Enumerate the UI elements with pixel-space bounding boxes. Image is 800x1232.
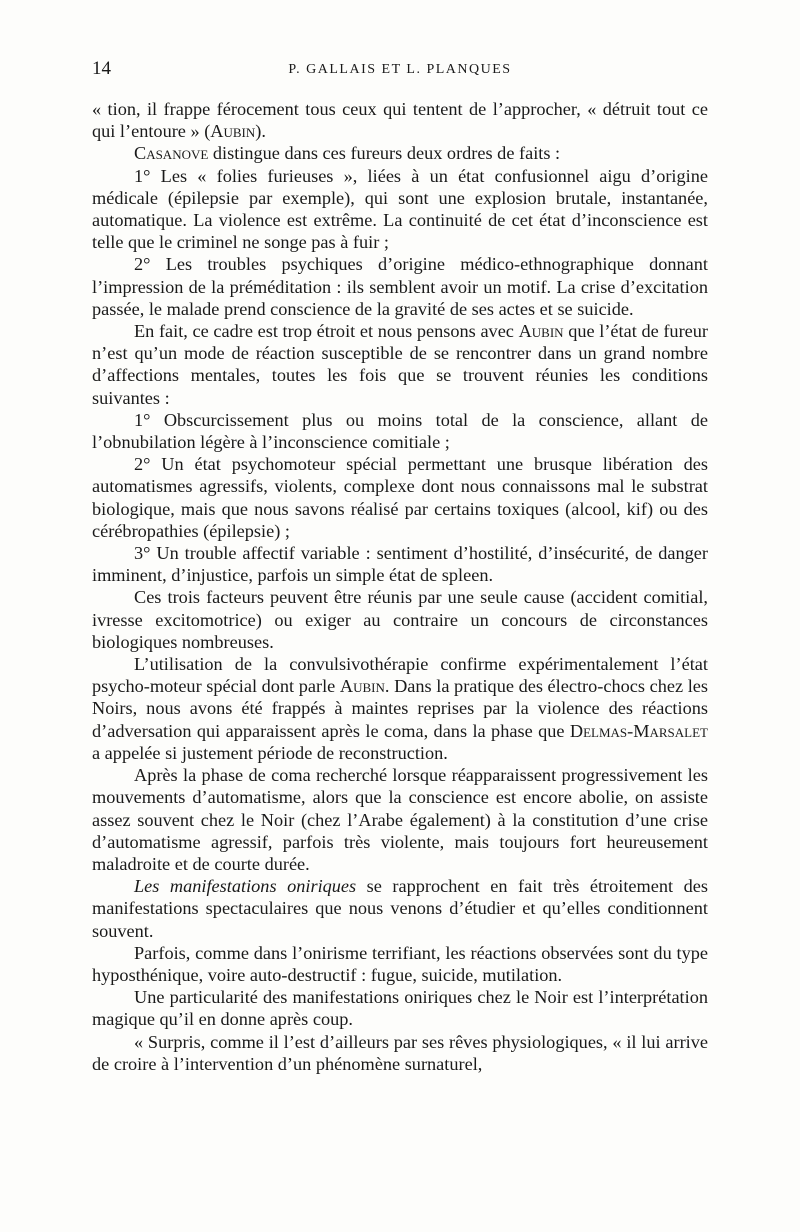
author-citation: Delmas-Marsalet bbox=[569, 720, 708, 741]
page-number: 14 bbox=[92, 58, 111, 79]
paragraph-list-item-2: 2° Les troubles psychiques d’origine médico-ethnographique donnant l’impression de la préméditation : ils semblent avoir un motif. La crise d’excitation passée, le malade prend conscience de la gravité de ses actes et se suicide. bbox=[92, 254, 708, 319]
paragraph-condition-2: 2° Un état psychomoteur spécial permettant une brusque libération des automatismes agressifs, violents, complexe dont nous connaissons mal le substrat biologique, mais que nous savons réalisé par certains toxiques (alcool, kif) ou des cérébropathies (épilepsie) ; bbox=[92, 454, 708, 541]
author-citation: Casanove bbox=[134, 143, 209, 164]
author-citation: Aubin bbox=[210, 121, 256, 142]
paragraph-list-item-1: 1° Les « folies furieuses », liées à un état confusionnel aigu d’origine médicale (épilepsie par exemple), qui sont une explosion brutale, instantanée, automatique. La violence est extrême. La continuité de cet état d’inconscience est telle que le criminel ne songe pas à fuir ; bbox=[92, 165, 708, 253]
paragraph-surpris: « Surpris, comme il l’est d’ailleurs par ses rêves physiologiques, « il lui arrive de croire à l’intervention d’un phénomène surnaturel, bbox=[92, 1031, 708, 1074]
paragraph-condition-3: 3° Un trouble affectif variable : sentiment d’hostilité, d’insécurité, de danger imminent, d’injustice, parfois un simple état de spleen. bbox=[92, 543, 708, 586]
paragraph-en-fait: En fait, ce cadre est trop étroit et nous pensons avec Aubin que l’état de fureur n’est qu’un mode de réaction susceptible de se rencontrer dans un grand nombre d’affections mentales, toutes les fois que se trouvent réunies les conditions suivantes : bbox=[92, 321, 708, 408]
body-text bbox=[92, 98, 708, 1075]
paragraph-particularite: Une particularité des manifestations oniriques chez le Noir est l’interprétation magique qu’il en donne après coup. bbox=[92, 987, 708, 1030]
paragraph-facteurs: Ces trois facteurs peuvent être réunis par une seule cause (accident comitial, ivresse excitomotrice) ou exiger au contraire un concours de circonstances biologiques nombreuses. bbox=[92, 587, 708, 652]
paragraph-quote-end: « tion, il frappe férocement tous ceux qui tentent de l’approcher, « détruit tout ce qui l’entoure » (Aubin). bbox=[92, 99, 708, 142]
paragraph-oniriques: Les manifestations oniriques se rapprochent en fait très étroitement des manifestations spectaculaires que nous venons d’étudier et qu’elles conditionnent souvent. bbox=[92, 876, 708, 941]
paragraph-coma: Après la phase de coma recherché lorsque réapparaissent progressivement les mouvements d’automatisme, alors que la conscience est encore abolie, on assiste assez souvent chez le Noir (chez l’Arabe également) à la constitution d’une crise d’automatisme agressif, parfois très violente, mais toujours fort heureusement maladroite et de courte durée. bbox=[92, 765, 708, 874]
running-head: P. GALLAIS ET L. PLANQUES bbox=[288, 62, 512, 77]
paragraph-condition-1: 1° Obscurcissement plus ou moins total de la conscience, allant de l’obnubilation légère à l’inconscience comitiale ; bbox=[92, 409, 708, 453]
author-citation: Aubin bbox=[518, 321, 564, 342]
paragraph-casanove: Casanove distingue dans ces fureurs deux ordres de faits : bbox=[134, 143, 561, 164]
paragraph-onirisme: Parfois, comme dans l’onirisme terrifiant, les réactions observées sont du type hyposthénique, voire auto-destructif : fugue, suicide, mutilation. bbox=[92, 942, 708, 985]
paragraph-convulsivotherapie: L’utilisation de la convulsivothérapie confirme expérimentalement l’état psycho-moteur spécial dont parle Aubin. Dans la pratique des électro-chocs chez les Noirs, nous avons été frappés à maintes reprises par la violence des réactions d’adversation qui apparaissent après le coma, dans la phase que Delmas-Marsalet a appelée si justement période de reconstruction. bbox=[92, 654, 709, 763]
author-citation: Aubin bbox=[339, 676, 385, 697]
italic-term: Les manifestations oniriques bbox=[134, 876, 357, 897]
